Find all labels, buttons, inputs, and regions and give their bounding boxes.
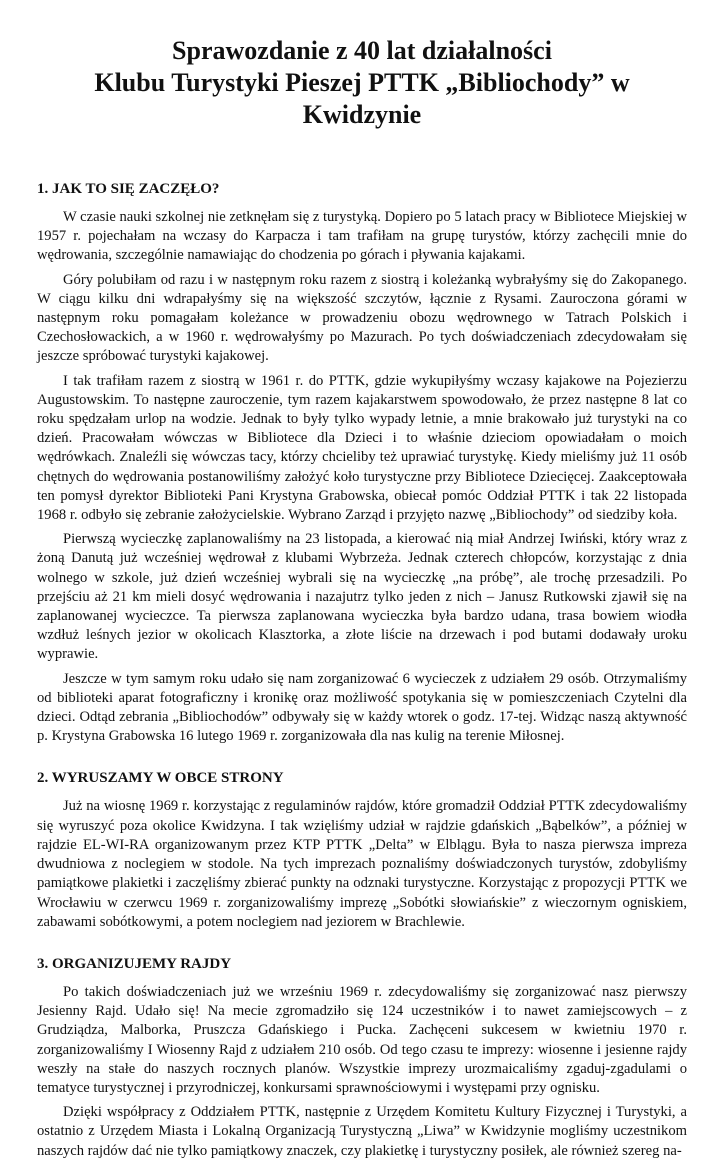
paragraph: Pierwszą wycieczkę zaplanowaliśmy na 23 listopada, a kierować nią miał Andrzej Iwiński, który wraz z żoną Danutą już wcześniej wędrował z klubami Wybrzeża. Jednak czterech chłopców, korzystając z dnia wolnego w szkole, już dzień wcześniej wybrali się na wycieczkę „na próbę”, ale trochę przesadzili. Po przejściu aż 21 km mieli dosyć wędrowania i nazajutrz tylko jeden z nich – Janusz Rutkowski zjawił się na zaplanowanej wycieczce. Ta pierwsza zaplanowana wycieczka była bardzo udana, trasa bowiem wiodła wzdłuż leśnych jezior w okolicach Klasztorka, a złote liście na drzewach i pod butami dodawały uroku wyprawie. <box>37 531 687 663</box>
section-heading: 3. ORGANIZUJEMY RAJDY <box>37 955 232 972</box>
paragraph: Dzięki współpracy z Oddziałem PTTK, następnie z Urzędem Komitetu Kultury Fizycznej i Turystyki, a ostatnio z Urzędem Miasta i Lokalną Organizacją Turystyczną „Liwa” w Kwidzynie mogliśmy uczestnikom naszych rajdów dać nie tylko pamiątkowy znaczek, czy plakietkę i turystyczny posiłek, ale również szereg na- <box>37 1104 687 1159</box>
section-organizujemy-rajdy <box>37 955 687 1161</box>
section-heading: 2. WYRUSZAMY W OBCE STRONY <box>37 770 284 787</box>
section-heading: 1. JAK TO SIĘ ZACZĘŁO? <box>37 181 220 197</box>
document-title <box>37 0 687 131</box>
title-line-1: Sprawozdanie z 40 lat działalności <box>172 36 552 65</box>
paragraph: W czasie nauki szkolnej nie zetknęłam się z turystyką. Dopiero po 5 latach pracy w Bibliotece Miejskiej w 1957 r. pojechałam na wczasy do Karpacza i tam trafiłam na grupę turystów, którzy zachęcili mnie do wędrowania, szczególnie namawiając do chodzenia po górach i pływania kajakami. <box>37 209 687 264</box>
paragraph: Już na wiosnę 1969 r. korzystając z regulaminów rajdów, które gromadził Oddział PTTK zdecydowaliśmy się wyruszyć poza okolice Kwidzyna. I tak wzięliśmy udział w rajdzie gdańskich „Bąbelków”, a później w rajdzie EL-WI-RA organizowanym przez KTP PTTK „Delta” w Elblągu. Była to nasza pierwsza impreza dwudniowa z noclegiem w stodole. Na tych imprezach poznaliśmy doświadczonych turystów, zdobyliśmy pamiątkowe plakietki i zaczęliśmy zbierać punkty na odznaki turystyczne. Korzystając z propozycji PTTK we Wrocławiu w czerwcu 1969 r. zorganizowaliśmy imprezę „Sobótki słowiańskie” z wieczornym ogniskiem, zabawami sobótkowymi, a potem noclegiem nad jeziorem w Brachlewie. <box>37 798 687 930</box>
title-line-2: Klubu Turystyki Pieszej PTTK „Bibliochody” w Kwidzynie <box>94 68 630 129</box>
section-jak-to-sie-zaczelo <box>37 180 687 746</box>
paragraph: Jeszcze w tym samym roku udało się nam zorganizować 6 wycieczek z udziałem 29 osób. Otrzymaliśmy od biblioteki aparat fotograficzny i kronikę oraz możliwość spotykania się w pomieszczeniach Czytelni dla dzieci. Odtąd zebrania „Bibliochodów” odbywały się w każdy wtorek o godz. 17-tej. Widząc naszą aktywność p. Krystyna Grabowska 16 lutego 1969 r. zorganizowała dla nas kulig na terenie Miłosnej. <box>37 670 687 745</box>
paragraph: I tak trafiłam razem z siostrą w 1961 r. do PTTK, gdzie wykupiłyśmy wczasy kajakowe na Pojezierzu Augustowskim. To następne zauroczenie, tym razem kajakarstwem spowodowało, że przez następne 8 lat co roku spędzałam urlop na wodzie. Jednak to były tylko wypady letnie, a mnie brakowało już turystyki na co dzień. Pracowałam wówczas w Bibliotece dla Dzieci i to właśnie dzieciom opowiadałam o moich wędrówkach. Znaleźli się wówczas tacy, którzy chcieliby też uprawiać turystykę. Kiedy mieliśmy już 11 osób chętnych do wędrowania postanowiliśmy założyć koło turystyczne przy Bibliotece Dziecięcej. Zaakceptowała ten pomysł dyrektor Biblioteki Pani Krystyna Grabowska, obiecał pomóc Oddział PTTK i tak 22 listopada 1968 r. odbyło się zebranie założycielskie. Wybrano Zarząd i przyjęto nazwę „Bibliochody” od siedziby koła. <box>37 372 687 524</box>
section-wyruszamy-w-obce-strony <box>37 769 687 931</box>
paragraph: Po takich doświadczeniach już we wrześniu 1969 r. zdecydowaliśmy się zorganizować nasz pierwszy Jesienny Rajd. Udało się! Na mecie zgromadziło się 124 uczestników i to nawet zamiejscowych – z Grudziądza, Malborka, Pruszcza Gdańskiego i Pucka. Zachęceni sukcesem w kwietniu 1970 r. zorganizowaliśmy I Wiosenny Rajd z udziałem 210 osób. Od tego czasu te imprezy: wiosenne i jesienne rajdy weszły na stałe do naszych rocznych planów. Wszystkie imprezy urozmaicaliśmy zgaduj-zgadulami o tematyce turystycznej i przyrodniczej, konkursami sprawnościowymi i występami przy ognisku. <box>37 983 687 1096</box>
paragraph: Góry polubiłam od razu i w następnym roku razem z siostrą i koleżanką wybrałyśmy się do Zakopanego. W ciągu kilku dni wdrapałyśmy się na większość szczytów, łącznie z Rysami. Zauroczona górami w następnym roku pomagałam koleżance w prowadzeniu obozu wędrownego w Tatrach Polskich i Czechosłowackich, a w 1960 r. wędrowałyśmy po Mazurach. Po tych doświadczeniach zdecydowałam się jeszcze spróbować turystyki kajakowej. <box>37 271 687 365</box>
